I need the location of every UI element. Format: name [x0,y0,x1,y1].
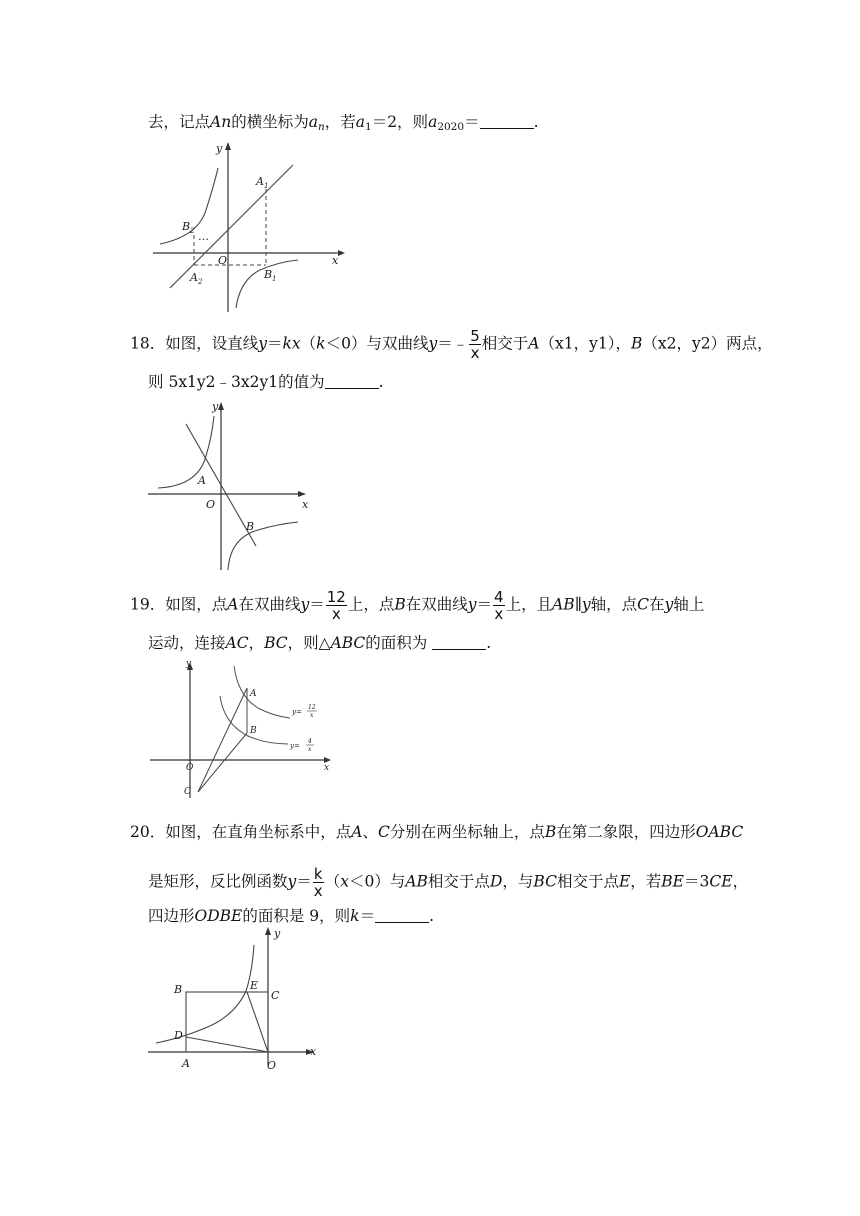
answer-blank[interactable] [375,908,429,923]
text: 在双曲线 [405,595,468,614]
text: 轴，点 [590,595,638,614]
text: 、 [362,823,378,841]
text: ＝ [309,595,325,614]
var-a: a [308,113,318,131]
hyperbola [156,945,254,1043]
q17-figure [148,140,348,315]
text: ∥ [574,595,582,614]
point-B2: B [182,220,191,233]
text: ＝ [296,872,312,891]
var: y [467,595,477,614]
point-A2: A [190,271,198,284]
point-label: B [630,334,643,353]
var: x [340,872,349,891]
subscript: 1 [264,182,269,190]
answer-blank[interactable] [432,635,486,650]
hyperbola-4 [220,696,288,744]
q19-text-line1 [130,589,704,622]
text: （ [324,872,341,891]
hyperbola-branch [228,522,298,570]
point-label: An [210,113,232,131]
text: 在第二象限，四边形 [556,823,696,841]
segment-label: AB [405,872,428,891]
segment-label: BE [661,872,685,891]
svg-text:x: x [308,746,312,753]
text: 是矩形，反比例函数 [148,872,288,891]
text: ， [248,634,265,652]
q20-text-line1 [130,822,743,842]
text: 上，点 [347,595,395,614]
text: ＝ [359,907,376,925]
answer-blank[interactable] [325,374,379,389]
text: ＝ [476,595,493,614]
subscript: 2 [198,278,203,286]
curve-label-12: y= [292,708,302,716]
point-label: B [544,823,557,841]
text: . [486,634,492,652]
text: 四边形 [148,907,195,925]
svg-text:12: 12 [308,704,316,711]
text: . [429,907,435,925]
q18-text-line1 [130,328,773,361]
text: 去，记点 [148,113,211,131]
text: 在双曲线 [238,595,301,614]
point-label: C [637,595,650,614]
subscript: 1 [272,275,277,283]
text: 相交于点 [427,872,490,891]
fraction: $\frac{k}{x}$ [313,865,323,900]
y-axis-label: y [274,927,281,940]
text: ＝ [464,113,480,131]
text: ，与 [502,872,534,891]
svg-text:4: 4 [308,738,312,745]
var: y [287,872,297,891]
subscript: 2020 [437,121,465,133]
q17-text-line [148,112,539,137]
subscript: 1 [365,121,372,133]
q19-figure [148,656,338,806]
point-B: B [246,520,255,533]
segment-label: BC [533,872,557,891]
text: 的面积是 9，则 [242,907,351,925]
q18-text-line2 [148,372,384,392]
subscript: n [317,121,325,133]
y-axis-label: y [212,400,219,413]
text: . [378,373,384,391]
var: k [350,907,360,925]
text: 上，且 [505,595,553,614]
text: . [533,113,539,131]
text: ＝2，则 [371,113,429,131]
text: 的横坐标为 [231,113,309,131]
text: ，则△ [287,634,331,652]
point-A: A [182,1057,190,1070]
point-B: B [250,726,257,736]
text: 19．如图，点 [130,595,228,614]
text: ＜0）与 [348,872,406,891]
text: 18．如图，设直线 [130,334,259,353]
point-label: A [227,595,239,614]
var: y [300,595,310,614]
point-label: A [528,334,540,353]
point-label: E [618,872,631,891]
fraction: $\frac{5}{x}$ [470,327,480,362]
text: （x1，y1）， [539,334,631,353]
expression: 5x1y2﹣3x2y1 [168,373,279,391]
answer-blank[interactable] [480,114,534,129]
text: 运动，连接 [148,634,226,652]
point-A1: A [256,175,264,188]
point-A: A [198,474,206,487]
x-axis-label: x [302,498,309,511]
var: y [664,595,674,614]
shape-label: ODBE [194,907,243,925]
rectangle-OABC [186,992,268,1052]
text: 在 [649,595,665,614]
y-axis-label: y [216,142,223,155]
x-axis-label: x [324,763,330,773]
text: 分别在两坐标轴上，点 [389,823,545,841]
segment-label: CE [709,872,733,891]
text: 20．如图，在直角坐标系中，点 [130,823,352,841]
text: 轴上 [673,595,705,614]
hyperbola-12 [234,666,290,718]
segment-label: AC [225,634,249,652]
point-label: C [377,823,390,841]
text: （ [300,334,317,353]
point-label: B [394,595,406,614]
q20-text-line3 [148,906,434,926]
point-C: C [184,787,191,797]
q20-text-line2 [148,866,748,899]
origin-label: O [267,1059,277,1072]
text: ，若 [630,872,662,891]
point-B: B [174,983,183,996]
point-label: D [489,872,503,891]
segment-label: BC [264,634,288,652]
point-A: A [250,689,257,699]
var: k [316,334,326,353]
x-axis-label: x [310,1045,317,1058]
text: ＝ [267,334,283,353]
point-C: C [271,989,280,1002]
point-E: E [250,979,259,992]
origin-label: O [218,254,228,267]
text: ＜0）与双曲线 [325,334,429,353]
y-axis-label: y [186,659,192,669]
origin-label: O [186,763,194,773]
var-a: a [355,113,365,131]
text: 相交于点 [556,872,619,891]
text: 的面积为 [365,634,433,652]
text: ＝3 [684,872,710,891]
var: y [581,595,591,614]
ellipsis: … [198,230,209,243]
svg-text:x: x [310,712,314,719]
point-B1: B [264,268,273,281]
fraction: $\frac{12}{x}$ [326,588,346,623]
var: y [258,334,267,353]
text: （x2，y2）两点， [642,334,773,353]
text: ，若 [324,113,356,131]
q20-figure [148,925,328,1075]
q18-figure [148,398,318,573]
var: kx [282,334,301,353]
text: ＝﹣ [437,334,469,353]
origin-label: O [206,498,216,511]
point-label: A [351,823,363,841]
curve-label-4: y= [290,742,300,750]
fraction: $\frac{4}{x}$ [494,588,504,623]
text: 则 [148,373,164,391]
var-a: a [428,113,438,131]
text: 的值为 [278,373,325,391]
text: ， [732,872,749,891]
shape-label: OABC [695,823,744,841]
subscript: 2 [190,227,195,235]
text: 相交于 [481,334,529,353]
x-axis-label: x [332,254,339,267]
segment-label: AB [552,595,575,614]
var: y [428,334,438,353]
q19-text-line2 [148,633,491,653]
triangle-label: ABC [330,634,366,652]
point-D: D [174,1029,183,1042]
